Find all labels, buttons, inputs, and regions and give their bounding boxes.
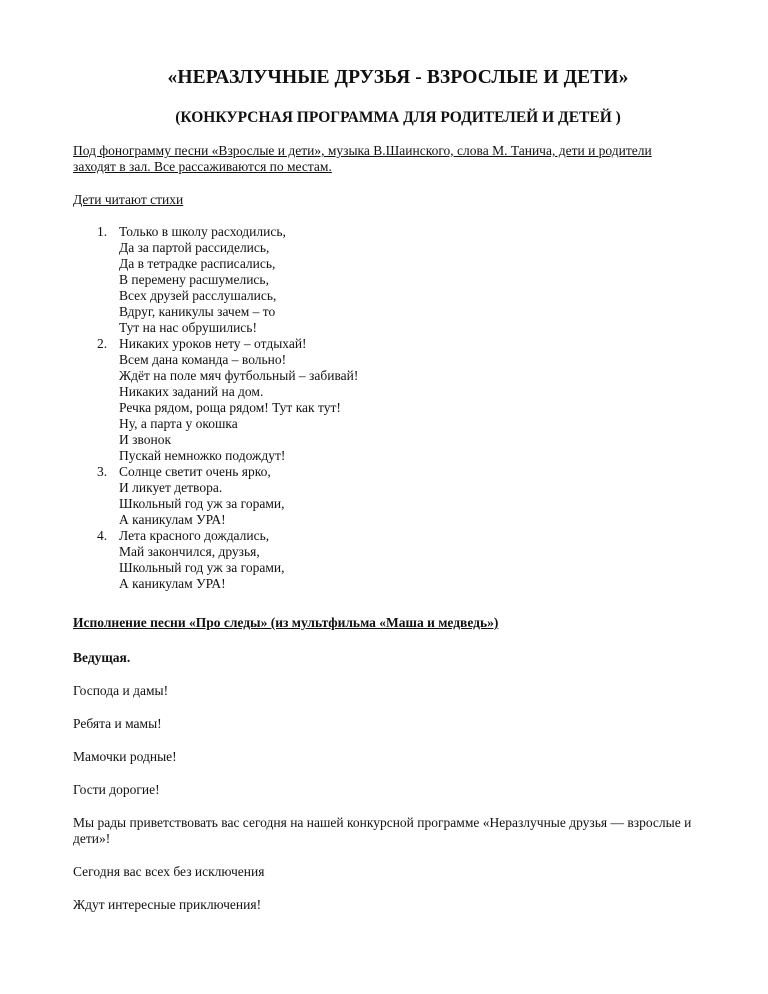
poem-line: Школьный год уж за горами, [119,496,285,511]
poem-2 [73,336,693,464]
song-heading: Исполнение песни «Про следы» (из мультфильма «Маша и медведь») [73,615,499,630]
poem-4 [73,528,693,592]
speech-line: Гости дорогие! [73,782,160,797]
kids-read-heading: Дети читают стихи [73,192,184,207]
poem-1 [73,224,693,336]
poem-number: 1. [97,224,108,239]
poems-list [73,224,693,592]
poem-line: Только в школу расходились, [119,224,286,239]
poem-line: И ликует детвора. [119,480,223,495]
poem-line: А каникулам УРА! [119,512,226,527]
speech-line: Ребята и мамы! [73,716,162,731]
poem-line: Пускай немножко подождут! [119,448,286,463]
poem-number: 4. [97,528,108,543]
poem-line: Всех друзей расслушались, [119,288,277,303]
speech-line: Ждут интересные приключения! [73,897,262,912]
poem-line: Ждёт на поле мяч футбольный – забивай! [119,368,359,383]
poem-line: А каникулам УРА! [119,576,226,591]
poem-line: Тут на нас обрушились! [119,320,257,335]
speech-line: Мамочки родные! [73,749,177,764]
poem-line: Май закончился, друзья, [119,544,260,559]
document-title: «НЕРАЗЛУЧНЫЕ ДРУЗЬЯ - ВЗРОСЛЫЕ И ДЕТИ» [167,67,629,88]
speech-line: Господа и дамы! [73,683,169,698]
poem-line: Да в тетрадке расписались, [119,256,276,271]
poem-line: И звонок [119,432,172,447]
poem-line: Всем дана команда – вольно! [119,352,287,367]
poem-line: Солнце светит очень ярко, [119,464,271,479]
poem-number: 2. [97,336,108,351]
poem-line: Школьный год уж за горами, [119,560,285,575]
poem-3 [73,464,693,528]
poem-line: Да за партой рассиделись, [119,240,270,255]
poem-number: 3. [97,464,108,479]
speech-paragraph: Мы рады приветствовать вас сегодня на нашей конкурсной программе «Неразлучные друзья — взрослые и дети»! [73,815,692,846]
speech-line: Сегодня вас всех без исключения [73,864,265,879]
intro-paragraph: Под фонограмму песни «Взрослые и дети», музыка В.Шаинского, слова М. Танича, дети и родители заходят в зал. Все рассаживаются по местам. [73,143,652,174]
document-subtitle: (КОНКУРСНАЯ ПРОГРАММА ДЛЯ РОДИТЕЛЕЙ И ДЕТЕЙ ) [175,109,621,126]
poem-line: Речка рядом, роща рядом! Тут как тут! [119,400,341,415]
poem-line: Ну, а парта у окошка [119,416,238,431]
poem-line: В перемену расшумелись, [119,272,269,287]
host-label: Ведущая. [73,650,131,665]
poem-line: Лета красного дождались, [119,528,270,543]
poem-line: Вдруг, каникулы зачем – то [119,304,276,319]
poem-line: Никаких уроков нету – отдыхай! [119,336,307,351]
poem-line: Никаких заданий на дом. [119,384,264,399]
